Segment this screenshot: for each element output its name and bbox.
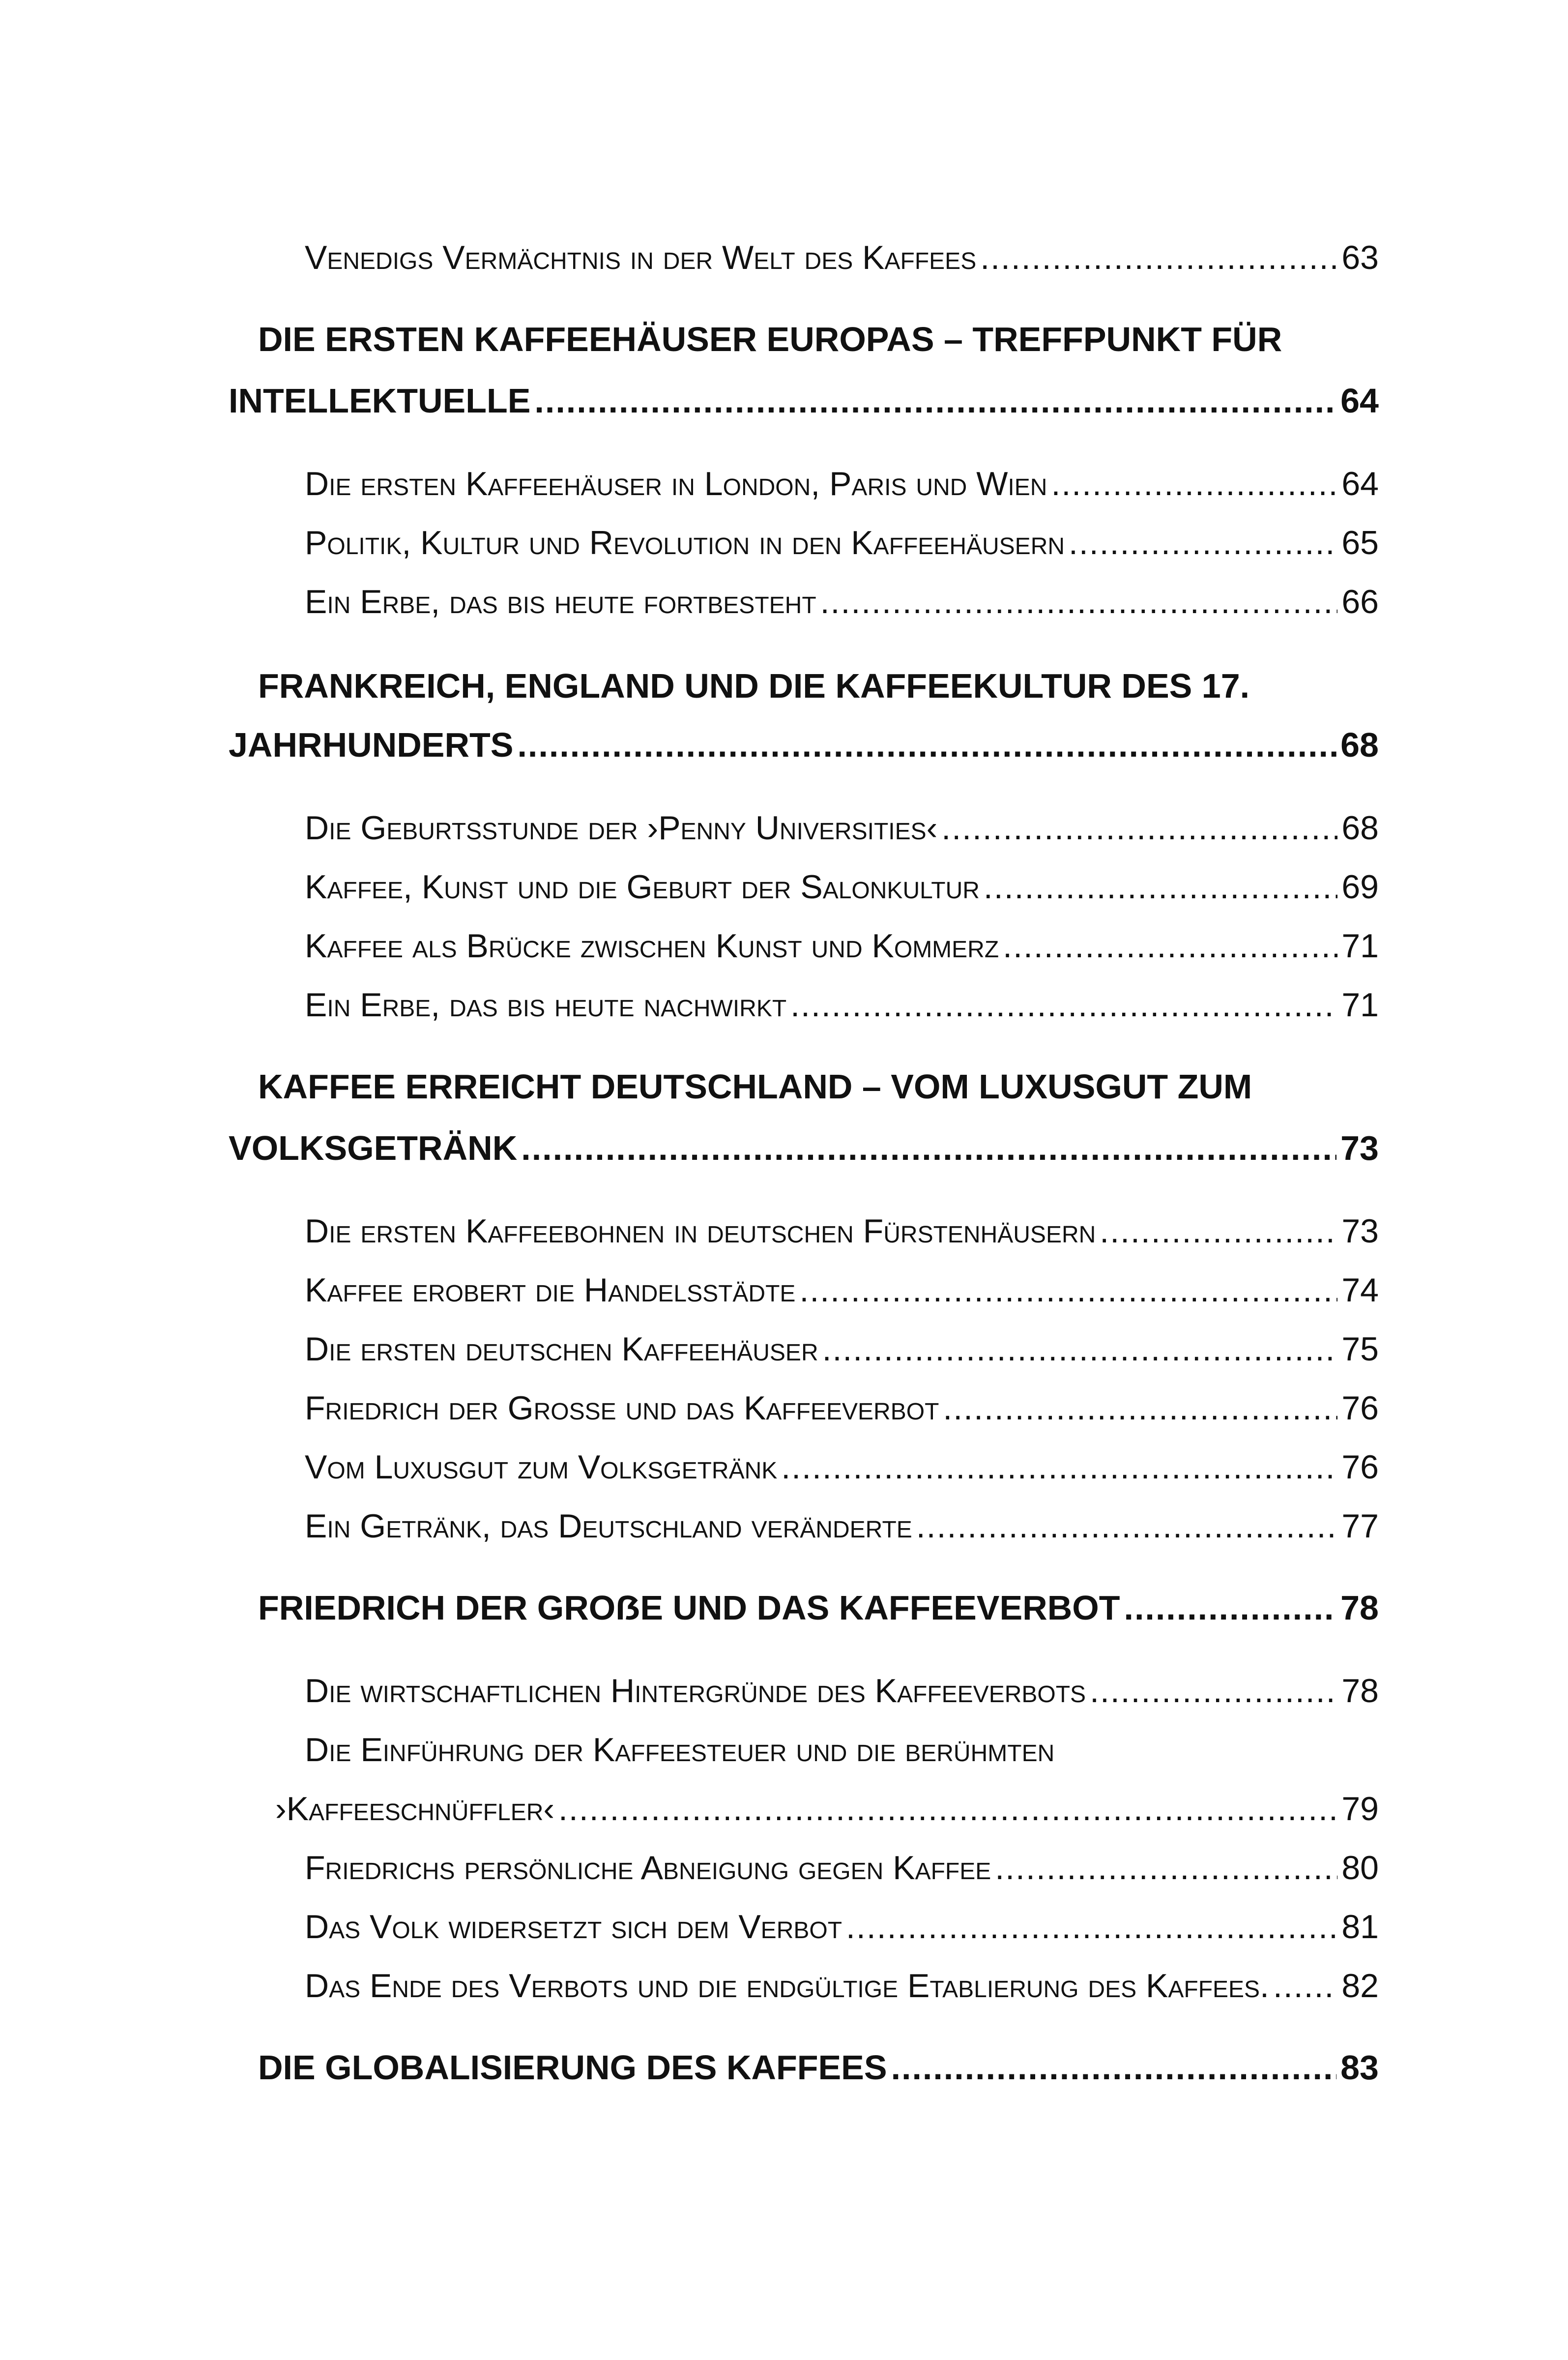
toc-entry-page: 77 (1341, 1507, 1379, 1545)
dot-leader (1273, 1969, 1337, 2003)
dot-leader (995, 1851, 1337, 1885)
dot-leader (916, 1509, 1338, 1543)
toc-entry-title: Politik, Kultur und Revolution in den Kaffeehäusern (305, 524, 1065, 561)
toc-entry-title: Die ersten deutschen Kaffeehäuser (305, 1330, 818, 1368)
dot-leader (1003, 929, 1337, 963)
toc-entry[interactable] (305, 1509, 1379, 1543)
toc-entry-title: Das Volk widersetzt sich dem Verbot (305, 1908, 842, 1946)
dot-leader (1090, 1674, 1337, 1708)
dot-leader (891, 2050, 1337, 2085)
dot-leader (799, 1273, 1337, 1307)
chapter-entry[interactable] (229, 1131, 1379, 1165)
toc-entry-page: 73 (1340, 1129, 1379, 1167)
toc-entry[interactable] (305, 1910, 1379, 1944)
toc-entry-title: ›Kaffeeschnüffler‹ (275, 1790, 555, 1828)
toc-entry-page: 79 (1341, 1790, 1379, 1828)
toc-entry[interactable] (305, 1450, 1379, 1484)
toc-entry[interactable] (305, 467, 1379, 501)
toc-entry[interactable] (305, 1851, 1379, 1885)
dot-leader (1069, 526, 1337, 560)
dot-leader (1124, 1591, 1337, 1625)
toc-entry[interactable] (305, 585, 1379, 619)
toc-entry-page: 64 (1341, 465, 1379, 502)
toc-entry-page: 64 (1340, 382, 1379, 420)
dot-leader (943, 1391, 1337, 1425)
toc-entry-title: Die Geburtsstunde der ›Penny Universities‹ (305, 809, 938, 847)
toc-entry-page: 80 (1341, 1849, 1379, 1887)
chapter-heading-line1[interactable]: KAFFEE ERREICHT DEUTSCHLAND – VOM LUXUSGUT ZUM (258, 1067, 1252, 1106)
dot-leader (846, 1910, 1337, 1944)
toc-entry-title: FRIEDRICH DER GROẞE UND DAS KAFFEEVERBOT (258, 1589, 1120, 1627)
toc-entry-title: Ein Erbe, das bis heute fortbesteht (305, 583, 816, 620)
toc-entry[interactable] (305, 526, 1379, 560)
toc-entry-title: Kaffee als Brücke zwischen Kunst und Kommerz (305, 927, 999, 965)
dot-leader (517, 728, 1336, 762)
dot-leader (820, 585, 1338, 619)
dot-leader (1100, 1214, 1337, 1248)
toc-entry-page: 63 (1341, 239, 1379, 276)
toc-entry-page: 74 (1341, 1271, 1379, 1309)
toc-entry-page: 69 (1341, 868, 1379, 906)
toc-entry-page: 82 (1341, 1967, 1379, 2005)
dot-leader (534, 384, 1336, 418)
toc-entry[interactable] (305, 1214, 1379, 1248)
toc-entry-title: Die ersten Kaffeehäuser in London, Paris und Wien (305, 465, 1047, 502)
toc-entry[interactable] (305, 241, 1379, 274)
toc-entry-title: Ein Erbe, das bis heute nachwirkt (305, 986, 787, 1024)
toc-entry-title: JAHRHUNDERTS (229, 726, 514, 764)
chapter-heading-line1[interactable]: FRANKREICH, ENGLAND UND DIE KAFFEEKULTUR DES 17. (258, 667, 1250, 705)
toc-entry-title: VOLKSGETRÄNK (229, 1129, 518, 1167)
toc-entry-title: Friedrichs persönliche Abneigung gegen Kaffee (305, 1849, 991, 1887)
toc-entry-page: 65 (1341, 524, 1379, 561)
toc-entry-page: 76 (1341, 1448, 1379, 1486)
dot-leader (1051, 467, 1337, 501)
toc-entry[interactable] (275, 1792, 1379, 1826)
toc-entry-title: Die wirtschaftlichen Hintergründe des Kaffeeverbots (305, 1672, 1086, 1710)
toc-entry-title: Das Ende des Verbots und die endgültige Etablierung des Kaffees. (305, 1967, 1269, 2005)
toc-entry-page: 68 (1340, 726, 1379, 764)
toc-entry[interactable] (305, 1332, 1379, 1366)
chapter-entry[interactable] (229, 384, 1379, 418)
toc-entry-page: 78 (1341, 1672, 1379, 1710)
toc-entry-page: 83 (1340, 2048, 1379, 2087)
toc-entry-page: 68 (1341, 809, 1379, 847)
toc-entry[interactable] (305, 1273, 1379, 1307)
chapter-entry[interactable] (258, 2050, 1379, 2085)
toc-entry[interactable] (305, 1391, 1379, 1425)
toc-entry-title: Kaffee erobert die Handelsstädte (305, 1271, 796, 1309)
dot-leader (822, 1332, 1338, 1366)
dot-leader (980, 241, 1337, 274)
toc-entry-title: INTELLEKTUELLE (229, 382, 531, 420)
toc-entry[interactable] (305, 1969, 1379, 2003)
toc-entry-title: Friedrich der Große und das Kaffeeverbot (305, 1389, 939, 1427)
dot-leader (781, 1450, 1337, 1484)
toc-entry-title: DIE GLOBALISIERUNG DES KAFFEES (258, 2048, 887, 2087)
toc-entry-title: Venedigs Vermächtnis in der Welt des Kaffees (305, 239, 977, 276)
dot-leader (790, 988, 1337, 1022)
chapter-heading-line1[interactable]: DIE ERSTEN KAFFEEHÄUSER EUROPAS – TREFFPUNKT FÜR (258, 320, 1282, 358)
toc-entry-title: Die ersten Kaffeebohnen in deutschen Fürstenhäusern (305, 1212, 1096, 1250)
chapter-entry[interactable] (258, 1591, 1379, 1625)
dot-leader (984, 870, 1337, 904)
chapter-entry[interactable] (229, 728, 1379, 762)
toc-entry-page: 71 (1341, 986, 1379, 1024)
toc-entry-page: 73 (1341, 1212, 1379, 1250)
toc-entry[interactable] (305, 1674, 1379, 1708)
toc-entry-title: Vom Luxusgut zum Volksgetränk (305, 1448, 778, 1486)
toc-entry-page: 81 (1341, 1908, 1379, 1946)
toc-entry[interactable] (305, 870, 1379, 904)
dot-leader (521, 1131, 1336, 1165)
toc-entry-title: Kaffee, Kunst und die Geburt der Salonkultur (305, 868, 980, 906)
toc-entry-title: Ein Getränk, das Deutschland veränderte (305, 1507, 912, 1545)
toc-entry-page: 71 (1341, 927, 1379, 965)
toc-entry-page: 78 (1340, 1589, 1379, 1627)
dot-leader (558, 1792, 1337, 1826)
toc-entry-page: 75 (1341, 1330, 1379, 1368)
toc-entry[interactable] (305, 811, 1379, 845)
toc-entry-line1[interactable]: Die Einführung der Kaffeesteuer und die berühmten (305, 1731, 1055, 1769)
toc-entry[interactable] (305, 929, 1379, 963)
toc-entry[interactable] (305, 988, 1379, 1022)
dot-leader (941, 811, 1337, 845)
toc-entry-page: 76 (1341, 1389, 1379, 1427)
toc-entry-page: 66 (1341, 583, 1379, 620)
